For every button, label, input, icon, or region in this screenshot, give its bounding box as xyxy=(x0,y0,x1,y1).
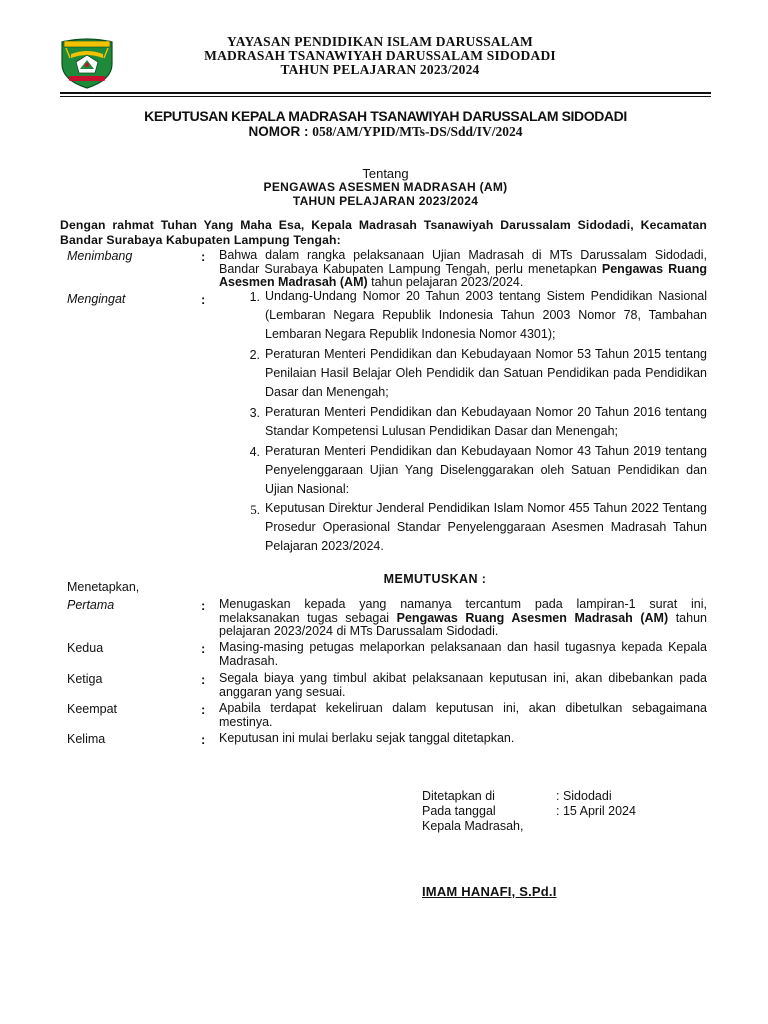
decision-text-ketiga: Segala biaya yang timbul akibat pelaksanaan keputusan ini, akan dibebankan pada anggaran yang sesuai. xyxy=(219,671,707,699)
menimbang-text-end: tahun pelajaran 2023/2024. xyxy=(367,275,524,289)
mengingat-colon: : xyxy=(201,292,206,307)
decision-label-kedua: Kedua xyxy=(67,641,104,655)
decision-text-plain: Menugaskan kepada yang namanya tercantum pada lampiran-1 surat ini, melaksanakan tugas sebagai xyxy=(219,597,707,625)
decision-text-pertama xyxy=(219,598,707,639)
decision-text-end: tahun pelajaran 2023/2024 di MTs Darussalam Sidodadi. xyxy=(219,610,707,638)
decision-label-kelima: Kelima xyxy=(67,732,106,746)
decision-label-pertama: Pertama xyxy=(67,598,115,612)
mengingat-item: Peraturan Menteri Pendidikan dan Kebudayaan Nomor 20 Tahun 2016 tentang Standar Kompetensi Lulusan Pendidikan Dasar dan Menengah; xyxy=(265,405,707,438)
ditetapkan-value: : Sidodadi xyxy=(556,789,612,803)
mengingat-item-number: 1. xyxy=(249,290,260,304)
decision-colon: : xyxy=(201,672,206,687)
decree-number-label: NOMOR : xyxy=(248,124,309,139)
signatory-name: IMAM HANAFI, S.Pd.I xyxy=(422,884,557,899)
subject-line-1: PENGAWAS ASESMEN MADRASAH (AM) xyxy=(263,180,508,194)
letterhead-rule-thick xyxy=(60,92,711,94)
memutuskan-heading: MEMUTUSKAN : xyxy=(383,572,487,586)
menimbang-text-plain: Bahwa dalam rangka pelaksanaan Ujian Madrasah di MTs Darussalam Sidodadi, Bandar Surabaya Kabupaten Lampung Tengah, perlu menetapkan xyxy=(219,248,707,276)
menimbang-text-bold: Pengawas Ruang Asesmen Madrasah (AM) xyxy=(219,261,708,289)
intro-paragraph: Dengan rahmat Tuhan Yang Maha Esa, Kepala Madrasah Tsanawiyah Darussalam Sidodadi, Kecamatan Bandar Surabaya Kabupaten Lampung Tengah: xyxy=(60,218,707,247)
menetapkan-label: Menetapkan, xyxy=(67,580,140,594)
decision-colon: : xyxy=(201,702,206,717)
mengingat-item: Undang-Undang Nomor 20 Tahun 2003 tentang Sistem Pendidikan Nasional (Lembaran Negara Republik Indonesia Tahun 2003 Nomor 78, Tambahan Lembaran Negara Republik Indonesia Nomor 4301); xyxy=(265,289,707,341)
mengingat-item: Peraturan Menteri Pendidikan dan Kebudayaan Nomor 53 Tahun 2015 tentang Penilaian Hasil Belajar Oleh Pendidik dan Satuan Pendidikan pada Pendidikan Dasar dan Menengah; xyxy=(265,347,707,399)
decree-number-line xyxy=(60,124,711,140)
decision-text-bold: Pengawas Ruang Asesmen Madrasah (AM) xyxy=(396,610,669,625)
decision-colon: : xyxy=(201,598,206,613)
mengingat-item: Peraturan Menteri Pendidikan dan Kebudayaan Nomor 43 Tahun 2019 tentang Penyelenggaraan Ujian Yang Diselenggarakan oleh Satuan Pendidikan dan Ujian Nasional: xyxy=(265,444,707,496)
signatory-title: Kepala Madrasah, xyxy=(422,819,524,833)
academic-year: TAHUN PELAJARAN 2023/2024 xyxy=(280,62,480,77)
school-emblem-icon xyxy=(58,34,116,90)
tanggal-value: : 15 April 2024 xyxy=(556,804,636,818)
decree-number-value: 058/AM/YPID/MTs-DS/Sdd/IV/2024 xyxy=(312,124,523,139)
decision-colon: : xyxy=(201,641,206,656)
foundation-name: YAYASAN PENDIDIKAN ISLAM DARUSSALAM xyxy=(227,34,533,49)
mengingat-item: Keputusan Direktur Jenderal Pendidikan Islam Nomor 455 Tahun 2022 Tentang Prosedur Operasional Standar Penyelenggaraan Asesmen Madrasah Tahun Pelajaran 2023/2024. xyxy=(265,501,707,553)
mengingat-item-number: 4. xyxy=(249,445,260,459)
menimbang-text xyxy=(219,249,707,290)
letterhead-rule-thin xyxy=(60,96,711,97)
decision-label-keempat: Keempat xyxy=(67,702,118,716)
decision-colon: : xyxy=(201,732,206,747)
mengingat-item-number: 3. xyxy=(249,406,260,420)
school-name: MADRASAH TSANAWIYAH DARUSSALAM SIDODADI xyxy=(204,48,556,63)
decision-label-ketiga: Ketiga xyxy=(67,672,103,686)
tentang-label: Tentang xyxy=(362,166,409,181)
decision-text-kelima: Keputusan ini mulai berlaku sejak tanggal ditetapkan. xyxy=(219,731,515,745)
menimbang-colon: : xyxy=(201,249,206,264)
ditetapkan-label: Ditetapkan di xyxy=(422,789,495,803)
mengingat-item-number: 2. xyxy=(249,348,260,362)
tanggal-label: Pada tanggal xyxy=(422,804,496,818)
mengingat-label: Mengingat xyxy=(67,292,126,306)
decision-text-keempat: Apabila terdapat kekeliruan dalam keputusan ini, akan dibetulkan sebagaimana mestinya. xyxy=(219,701,707,729)
subject-line-2: TAHUN PELAJARAN 2023/2024 xyxy=(292,194,479,208)
menimbang-label: Menimbang xyxy=(67,249,133,263)
decree-title: KEPUTUSAN KEPALA MADRASAH TSANAWIYAH DARUSSALAM SIDODADI xyxy=(144,108,627,124)
mengingat-item-number: 5. xyxy=(250,502,260,517)
decision-text-kedua: Masing-masing petugas melaporkan pelaksanaan dan hasil tugasnya kepada Kepala Madrasah. xyxy=(219,640,707,668)
